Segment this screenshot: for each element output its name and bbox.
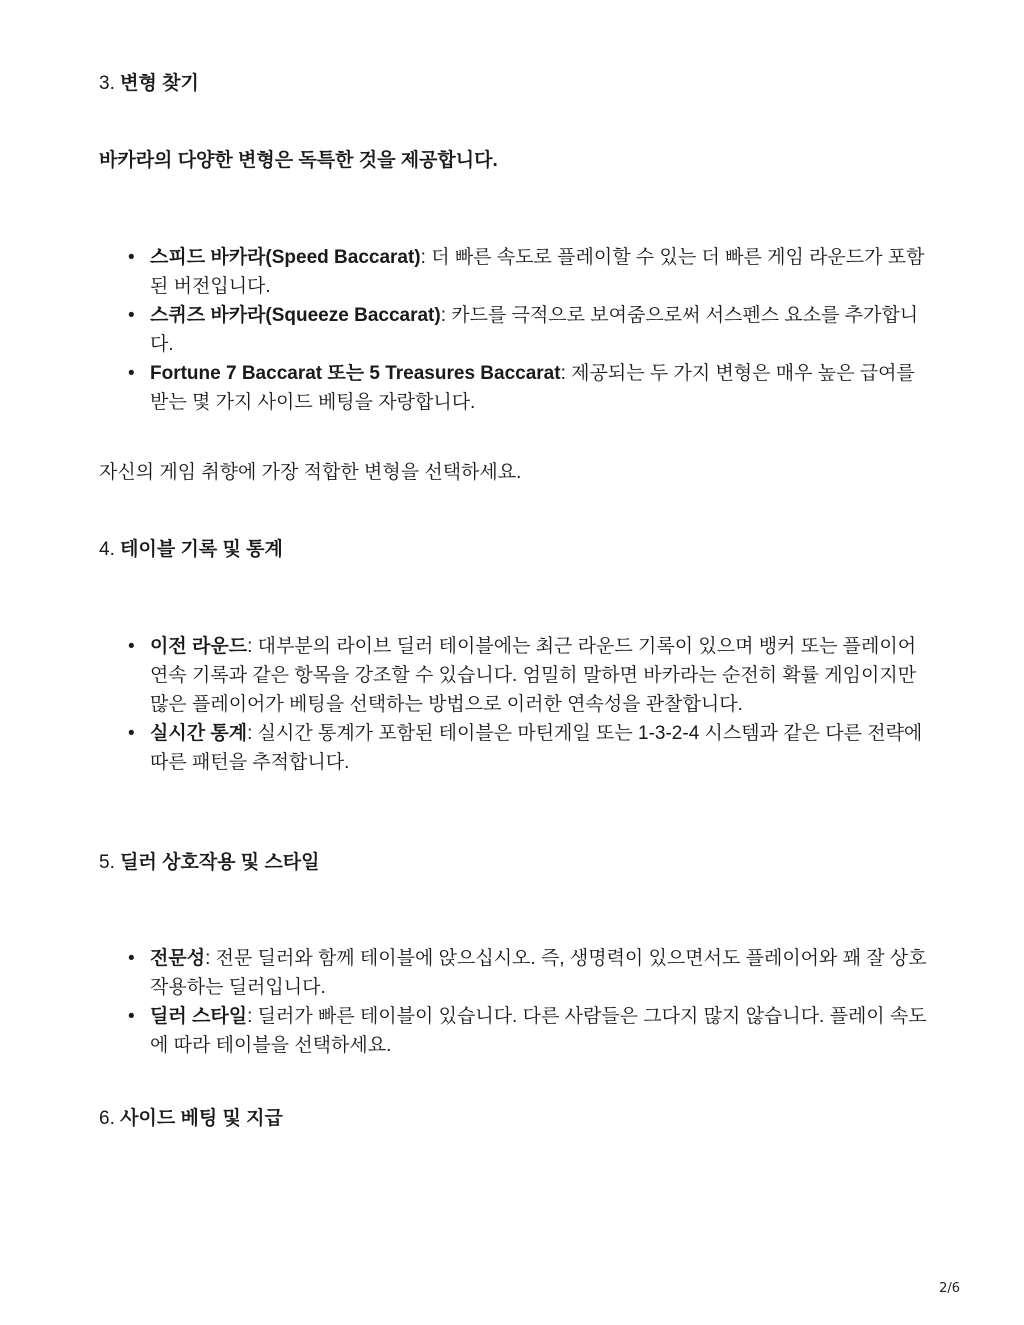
list-item (99, 243, 929, 301)
section-6-heading (99, 1104, 929, 1133)
page-number: 2/6 (939, 1281, 960, 1296)
list-item (99, 359, 929, 417)
section-number: 5. (99, 852, 121, 873)
item-text: : 제공되는 두 가지 변형은 매우 높은 급여를 받는 몇 가지 사이드 베팅을 자랑합니다. (150, 363, 915, 413)
section-5-list (99, 944, 929, 1060)
section-number: 6. (99, 1108, 121, 1129)
item-term: 이전 라운드 (150, 636, 248, 657)
item-term: 실시간 통계 (150, 723, 248, 744)
bullet-icon: • (128, 636, 135, 657)
section-4-list (99, 632, 929, 777)
item-text: : 대부분의 라이브 딜러 테이블에는 최근 라운드 기록이 있으며 뱅커 또는 플레이어 연속 기록과 같은 항목을 강조할 수 있습니다. 엄밀히 말하면 바카라는 순전히 확률 게임이지만 많은 플레이어가 베팅을 선택하는 방법으로 이러한 연속성을 관찰합니다. (150, 636, 917, 715)
item-term: 전문성 (150, 948, 206, 969)
list-item (99, 632, 929, 719)
section-3-closing: 자신의 게임 취향에 가장 적합한 변형을 선택하세요. (99, 462, 522, 483)
item-text: : 딜러가 빠른 테이블이 있습니다. 다른 사람들은 그다지 많지 않습니다. 플레이 속도에 따라 테이블을 선택하세요. (150, 1006, 927, 1056)
item-text: : 카드를 극적으로 보여줌으로써 서스펜스 요소를 추가합니다. (150, 305, 919, 355)
item-term: Fortune 7 Baccarat 또는 5 Treasures Baccarat (150, 363, 561, 384)
section-number: 4. (99, 539, 121, 560)
list-item (99, 944, 929, 1002)
item-text: : 전문 딜러와 함께 테이블에 앉으십시오. 즉, 생명력이 있으면서도 플레이어와 꽤 잘 상호 작용하는 딜러입니다. (150, 948, 927, 998)
list-item (99, 719, 929, 777)
section-3-intro: 바카라의 다양한 변형은 독특한 것을 제공합니다. (99, 150, 498, 171)
section-4-heading (99, 535, 929, 564)
bullet-icon: • (128, 1006, 135, 1027)
bullet-icon: • (128, 247, 135, 268)
item-term: 스퀴즈 바카라(Squeeze Baccarat) (150, 305, 441, 326)
section-3-list (99, 243, 929, 417)
section-title: 딜러 상호작용 및 스타일 (120, 852, 320, 873)
section-title: 변형 찾기 (120, 73, 199, 94)
item-text: : 더 빠른 속도로 플레이할 수 있는 더 빠른 게임 라운드가 포함된 버전입니다. (150, 247, 925, 297)
item-term: 딜러 스타일 (150, 1006, 248, 1027)
section-5-heading (99, 848, 929, 877)
bullet-icon: • (128, 948, 135, 969)
section-title: 테이블 기록 및 통계 (120, 539, 283, 560)
bullet-icon: • (128, 723, 135, 744)
bullet-icon: • (128, 305, 135, 326)
section-3-heading (99, 69, 929, 98)
list-item (99, 1002, 929, 1060)
item-text: : 실시간 통계가 포함된 테이블은 마틴게일 또는 1-3-2-4 시스템과 같은 다른 전략에 따른 패턴을 추적합니다. (150, 723, 923, 773)
section-title: 사이드 베팅 및 지급 (120, 1108, 283, 1129)
bullet-icon: • (128, 363, 135, 384)
item-term: 스피드 바카라(Speed Baccarat) (150, 247, 421, 268)
section-number: 3. (99, 73, 121, 94)
list-item (99, 301, 929, 359)
